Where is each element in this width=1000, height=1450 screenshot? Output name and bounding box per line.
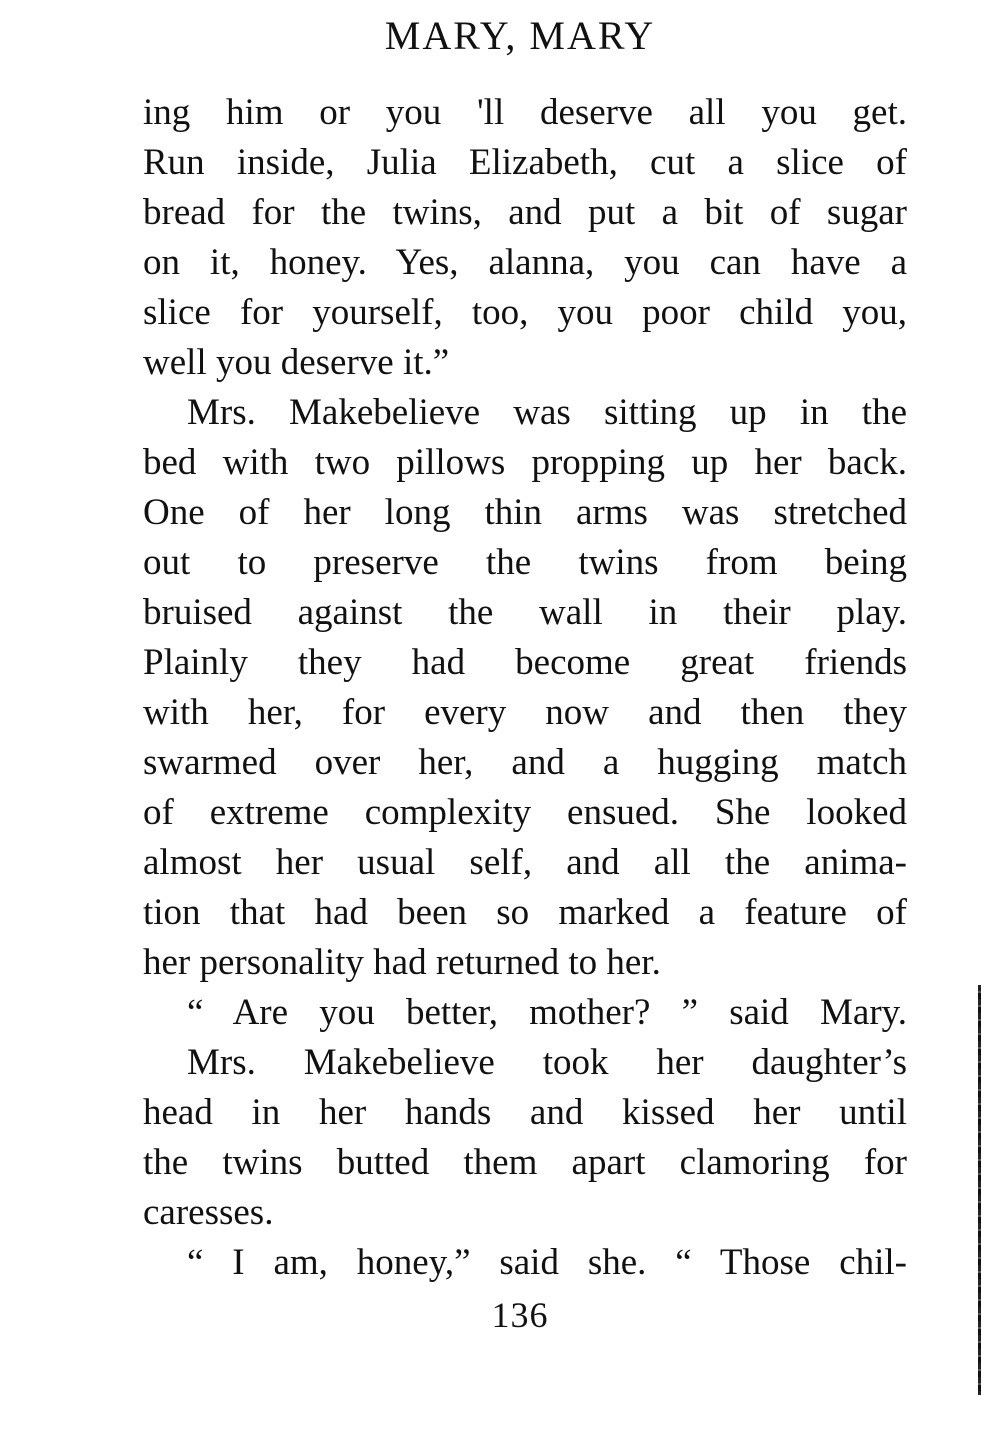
text-line: One of her long thin arms was stretched [143,492,907,533]
text-line: with her, for every now and then they [143,692,907,733]
paragraph-start-line: Mrs. Makebelieve took her daughter’s [187,1042,907,1083]
text-line: Plainly they had become great friends [143,642,907,683]
text-line: head in her hands and kissed her until [143,1092,907,1133]
body-text [143,88,907,1288]
page-number: 136 [491,1295,549,1335]
running-title: MARY, MARY [384,13,656,58]
text-line: Run inside, Julia Elizabeth, cut a slice of [143,142,907,183]
text-line: caresses. [143,1192,274,1233]
paragraph-start-line: “ I am, honey,” said she. “ Those chil- [187,1242,907,1283]
text-line: bed with two pillows propping up her back. [143,442,907,483]
text-line: on it, honey. Yes, alanna, you can have a [143,242,907,283]
text-line: out to preserve the twins from being [143,542,907,583]
text-line: her personality had returned to her. [143,942,661,983]
text-line: tion that had been so marked a feature of [143,892,907,933]
paragraph-start-line: “ Are you better, mother? ” said Mary. [187,992,907,1033]
text-line: almost her usual self, and all the anima- [143,842,907,883]
text-line: well you deserve it.” [143,342,450,383]
text-line: bread for the twins, and put a bit of sugar [143,192,907,233]
scan-edge-mark [978,985,981,1395]
text-line: slice for yourself, too, you poor child you, [143,292,907,333]
text-line: of extreme complexity ensued. She looked [143,792,907,833]
text-line: the twins butted them apart clamoring for [143,1142,907,1183]
text-line: swarmed over her, and a hugging match [143,742,907,783]
text-line: ing him or you 'll deserve all you get. [143,92,907,133]
paragraph-start-line: Mrs. Makebelieve was sitting up in the [187,392,907,433]
text-line: bruised against the wall in their play. [143,592,907,633]
